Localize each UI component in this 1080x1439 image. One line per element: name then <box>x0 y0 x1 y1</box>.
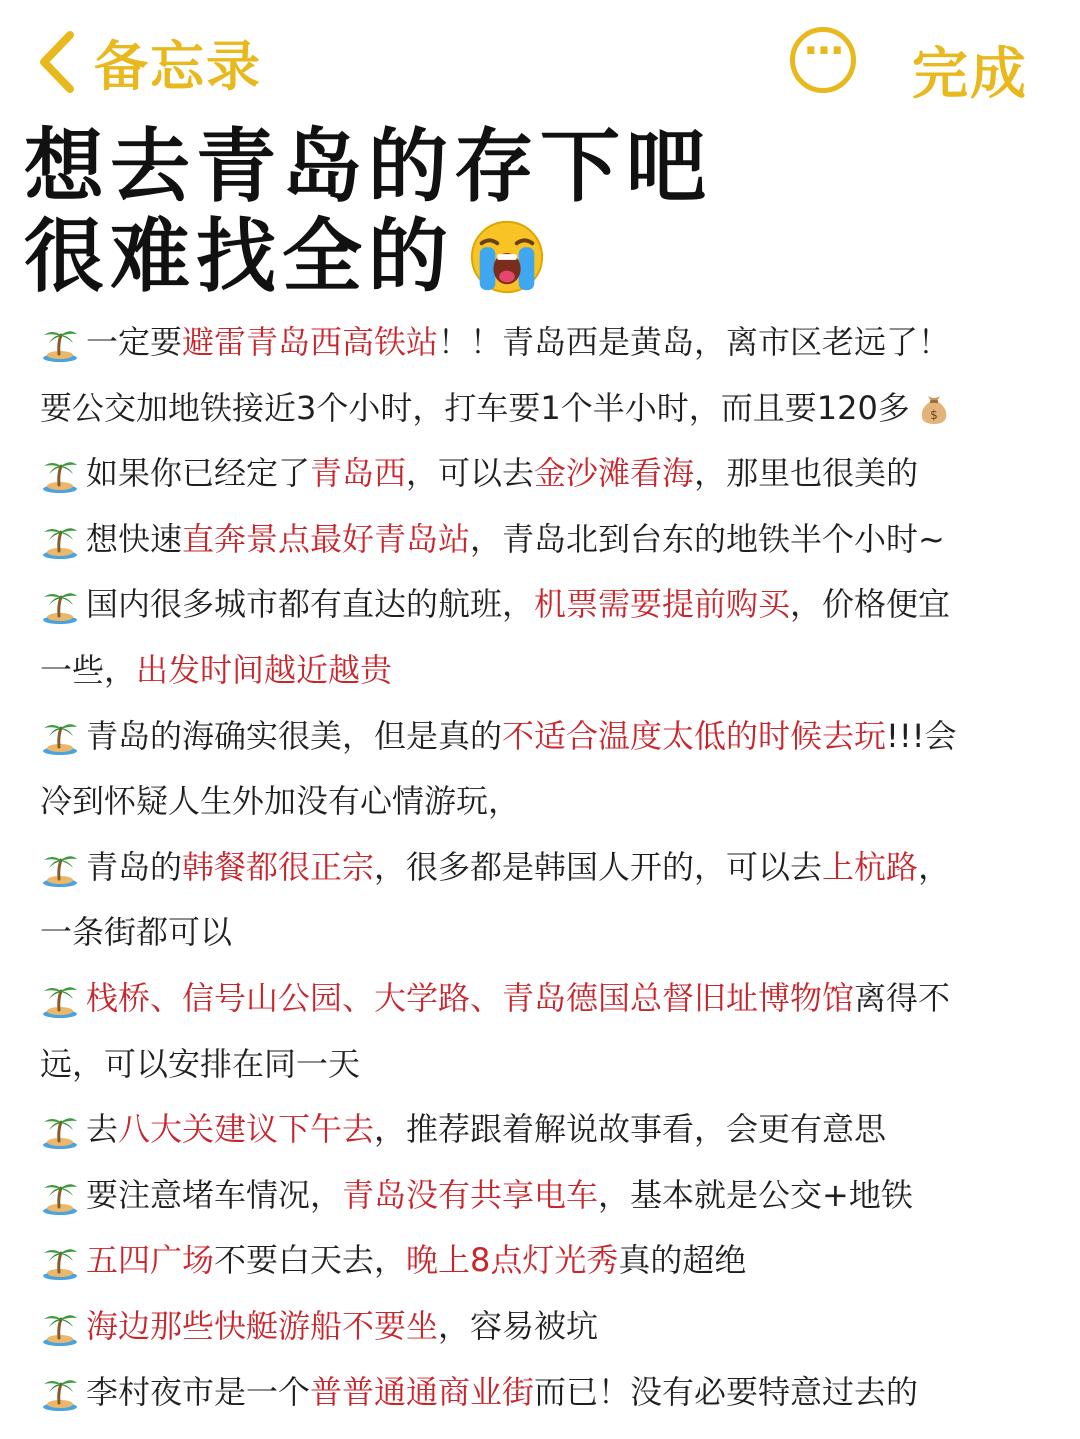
palm-island-icon <box>40 520 80 560</box>
note-text: ，基本就是公交+地铁 <box>598 1175 913 1214</box>
note-line <box>40 1163 1040 1229</box>
highlighted-text: 八大关建议下午去 <box>118 1110 375 1149</box>
money-bag-icon <box>916 390 952 426</box>
note-line <box>40 835 1040 901</box>
note-line <box>40 310 1040 376</box>
note-text: ，容易被坑 <box>438 1306 599 1345</box>
highlighted-text: 普普通通商业街 <box>310 1372 535 1411</box>
note-line <box>40 441 1040 507</box>
palm-island-icon <box>40 979 80 1019</box>
title-line-2 <box>24 212 1054 302</box>
title-line-2-text: 很难找全的 <box>24 210 454 303</box>
ellipsis-icon: ··· <box>803 28 843 74</box>
note-line <box>40 572 1040 638</box>
note-text: 国内很多城市都有直达的航班， <box>86 585 535 624</box>
palm-island-icon <box>40 716 80 756</box>
highlighted-text: 机票需要提前购买 <box>534 585 791 624</box>
palm-island-icon <box>40 323 80 363</box>
note-line <box>40 638 1040 704</box>
note-text: 一定要 <box>86 323 183 361</box>
note-text: 如果你已经定了 <box>86 454 311 493</box>
highlighted-text: 韩餐都很正宗 <box>182 847 375 886</box>
title-line-1 <box>24 122 1054 212</box>
highlighted-text: 金沙滩看海 <box>534 454 695 493</box>
palm-island-icon <box>40 1241 80 1281</box>
palm-island-icon <box>40 1176 80 1216</box>
palm-island-icon <box>40 848 80 888</box>
note-text: ， <box>918 847 951 886</box>
note-text: ！！青岛西是黄岛，离市区老远了！ <box>438 323 951 361</box>
note-text: 冷到怀疑人生外加没有心情游玩， <box>40 782 521 821</box>
highlighted-text: 不适合温度太低的时候去玩 <box>502 716 887 755</box>
loudly-crying-face-icon <box>468 218 546 296</box>
note-line <box>40 1294 1040 1360</box>
note-line <box>40 704 1040 770</box>
note-text: 想快速 <box>86 519 183 558</box>
highlighted-text: 晚上8点灯光秀 <box>406 1241 619 1280</box>
palm-island-icon <box>40 1307 80 1347</box>
note-text: 远，可以安排在同一天 <box>40 1044 361 1083</box>
note-line <box>40 1360 1040 1426</box>
title-line-1-text: 想去青岛的存下吧 <box>24 120 712 213</box>
note-text: ，价格便宜 <box>790 585 951 624</box>
palm-island-icon <box>40 454 80 494</box>
note-text: 一条街都可以 <box>40 913 233 952</box>
note-line <box>40 769 1040 835</box>
highlighted-text: 直奔景点最好青岛站 <box>182 519 471 558</box>
back-label: 备忘录 <box>94 34 262 98</box>
note-text: ，很多都是韩国人开的，可以去 <box>374 847 823 886</box>
palm-island-icon <box>40 1372 80 1412</box>
note-text: 李村夜市是一个 <box>86 1372 311 1411</box>
note-line <box>40 1228 1040 1294</box>
back-button[interactable] <box>30 22 262 102</box>
note-line <box>40 900 1040 966</box>
svg-text:$: $ <box>929 408 938 423</box>
note-text: 而已！没有必要特意过去的 <box>534 1372 919 1411</box>
note-line <box>40 1097 1040 1163</box>
note-text: 离得不 <box>854 978 951 1017</box>
note-text: 要注意堵车情况， <box>86 1175 343 1214</box>
highlighted-text: 五四广场 <box>86 1241 215 1280</box>
highlighted-text: 青岛没有共享电车 <box>342 1175 599 1214</box>
note-line <box>40 507 1040 573</box>
note-line <box>40 376 1040 442</box>
note-text: ，可以去 <box>406 454 535 493</box>
done-button[interactable]: 完成 <box>912 42 1028 107</box>
note-text: 要公交加地铁接近3个小时，打车要1个半小时，而且要120多 <box>40 388 910 427</box>
note-line <box>40 966 1040 1032</box>
nav-bar <box>0 0 1080 120</box>
note-text: ，青岛北到台东的地铁半个小时~ <box>470 519 945 558</box>
note-text: !!!会 <box>886 716 957 755</box>
highlighted-text: 上杭路 <box>822 847 919 886</box>
note-title[interactable] <box>24 122 1054 302</box>
chevron-left-icon <box>30 27 90 97</box>
palm-island-icon <box>40 585 80 625</box>
note-line <box>40 1032 1040 1098</box>
note-text: 去 <box>86 1110 119 1149</box>
note-body[interactable] <box>40 310 1040 1425</box>
note-text: ，推荐跟着解说故事看，会更有意思 <box>374 1110 887 1149</box>
highlighted-text: 出发时间越近越贵 <box>136 650 393 689</box>
note-text: 青岛的海确实很美，但是真的 <box>86 716 503 755</box>
note-text: 一些， <box>40 650 137 689</box>
palm-island-icon <box>40 1110 80 1150</box>
note-text: 真的超绝 <box>618 1241 747 1280</box>
note-text: 青岛的 <box>86 847 183 886</box>
highlighted-text: 避雷青岛西高铁站 <box>182 323 439 361</box>
more-options-button[interactable] <box>790 27 856 93</box>
highlighted-text: 海边那些快艇游船不要坐 <box>86 1306 439 1345</box>
note-text: ，那里也很美的 <box>694 454 919 493</box>
highlighted-text: 青岛西 <box>310 454 407 493</box>
note-text: 不要白天去， <box>214 1241 407 1280</box>
highlighted-text: 栈桥、信号山公园、大学路、青岛德国总督旧址博物馆 <box>86 978 855 1017</box>
